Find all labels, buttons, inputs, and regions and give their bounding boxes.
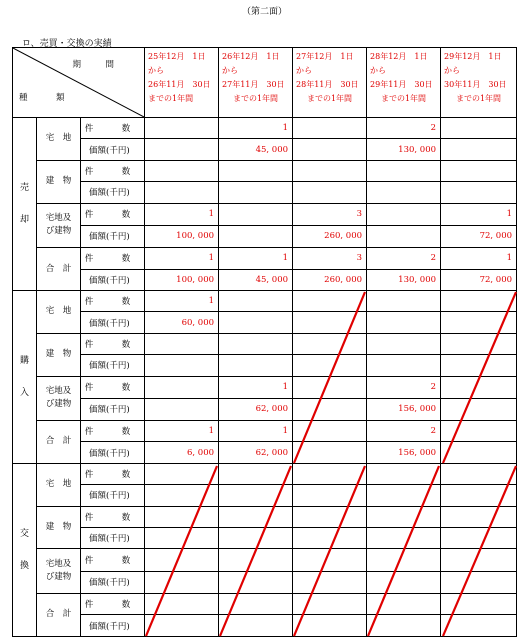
value-cell [293,398,367,420]
sub-label-text: 合 計 [45,609,72,620]
period-start: 28年12月 1日 [370,52,428,61]
metric-count: 件 数 [81,203,145,225]
metric-amount: 価額(千円) [81,355,145,376]
value-cell [441,333,517,354]
metric-count: 件 数 [81,593,145,614]
value-cell [145,160,219,181]
purchase-total-count-row [13,421,517,442]
metric-amount: 価額(千円) [81,139,145,160]
value-cell: 1 [145,421,219,442]
value-cell: 130, 000 [367,269,441,290]
section-char-2: 入 [19,387,29,398]
sub-label-text: 宅 地 [45,306,72,317]
value-cell [219,528,293,549]
metric-count: 件 数 [81,248,145,269]
value-cell [219,463,293,484]
value-cell [367,506,441,527]
value-cell [145,549,219,571]
value-cell: 1 [145,248,219,269]
sub-label-land [37,290,81,333]
metric-count: 件 数 [81,506,145,527]
value-cell [219,333,293,354]
period-start: 26年12月 1日 [222,52,280,61]
section-label-purchase [13,290,37,463]
value-cell [145,506,219,527]
value-cell: 1 [145,203,219,225]
section-label-sale [13,118,37,291]
value-cell [219,160,293,181]
value-cell [219,571,293,593]
value-cell [145,139,219,160]
value-cell [293,593,367,614]
sub-label-land [37,118,81,161]
value-cell [367,549,441,571]
purchase-bldg-count-row [13,333,517,354]
value-cell: 60, 000 [145,312,219,333]
exchange-total-amount-row [13,615,517,637]
header-type-label: 種 類 [19,93,75,103]
value-cell [219,506,293,527]
sub-label-text: 合 計 [45,263,72,274]
sub-label-text: 宅 地 [45,133,72,144]
section-char-1: 交 [19,528,29,539]
value-cell [441,615,517,637]
value-cell [441,463,517,484]
value-cell [145,355,219,376]
value-cell: 72, 000 [441,269,517,290]
period-end: 26年11月 30日 [148,80,211,89]
sub-label-text: 宅地及 [45,386,72,397]
sub-label-text: 宅 地 [45,479,72,490]
sub-label-text: 宅地及 [45,559,72,570]
purchase-both-amount-row [13,398,517,420]
sale-land-count-row [13,118,517,139]
period-header-4 [367,48,441,118]
sub-label-text: び建物 [45,399,72,410]
value-cell: 1 [219,421,293,442]
sub-label-total [37,593,81,636]
section-char-2: 換 [19,560,29,571]
value-cell [441,506,517,527]
value-cell [441,118,517,139]
metric-amount: 価額(千円) [81,615,145,637]
sub-label-land-and-building [37,549,81,593]
value-cell: 72, 000 [441,225,517,247]
exchange-bldg-count-row [13,506,517,527]
value-cell [145,615,219,637]
sub-label-land [37,463,81,506]
value-cell: 100, 000 [145,269,219,290]
section-char-1: 購 [19,355,29,366]
value-cell [367,160,441,181]
section-title: ロ、売買・交換の実績 [22,39,112,49]
value-cell [145,398,219,420]
purchase-land-count-row [13,290,517,311]
value-cell [293,290,367,311]
period-start: 27年12月 1日 [296,52,354,61]
value-cell: 1 [441,248,517,269]
value-cell: 156, 000 [367,442,441,463]
exchange-bldg-amount-row [13,528,517,549]
value-cell [367,593,441,614]
value-cell: 130, 000 [367,139,441,160]
exchange-land-amount-row [13,485,517,506]
value-cell: 100, 000 [145,225,219,247]
value-cell [441,528,517,549]
metric-count: 件 数 [81,333,145,354]
purchase-bldg-amount-row [13,355,517,376]
value-cell: 6, 000 [145,442,219,463]
value-cell [219,225,293,247]
value-cell [145,182,219,203]
value-cell: 1 [219,376,293,398]
value-cell [145,485,219,506]
metric-count: 件 数 [81,160,145,181]
sub-label-total [37,248,81,291]
value-cell: 1 [219,248,293,269]
value-cell [293,421,367,442]
value-cell: 260, 000 [293,225,367,247]
section-label-exchange [13,463,37,636]
value-cell: 62, 000 [219,442,293,463]
section-char-2: 却 [19,214,29,225]
sub-label-text: 宅地及 [45,213,72,224]
value-cell [441,139,517,160]
value-cell [367,182,441,203]
value-cell [441,442,517,463]
period-header-2 [219,48,293,118]
value-cell [219,182,293,203]
sub-label-text: 建 物 [45,176,72,187]
value-cell: 1 [441,203,517,225]
metric-amount: 価額(千円) [81,182,145,203]
purchase-land-amount-row [13,312,517,333]
value-cell [293,549,367,571]
value-cell: 45, 000 [219,269,293,290]
period-end: 29年11月 30日 [370,80,433,89]
metric-count: 件 数 [81,421,145,442]
value-cell: 2 [367,421,441,442]
value-cell [441,593,517,614]
value-cell: 45, 000 [219,139,293,160]
sub-label-building [37,160,81,203]
value-cell [441,421,517,442]
value-cell [219,312,293,333]
metric-amount: 価額(千円) [81,225,145,247]
metric-count: 件 数 [81,376,145,398]
value-cell [293,463,367,484]
metric-count: 件 数 [81,463,145,484]
value-cell [293,506,367,527]
header-period-label: 期 間 [72,60,123,70]
value-cell [145,376,219,398]
value-cell [441,549,517,571]
value-cell [219,203,293,225]
header-row [13,48,517,118]
sub-label-text: び建物 [45,226,72,237]
sale-both-amount-row [13,225,517,247]
metric-amount: 価額(千円) [81,485,145,506]
value-cell: 2 [367,248,441,269]
value-cell [367,290,441,311]
value-cell [219,549,293,571]
metric-amount: 価額(千円) [81,269,145,290]
value-cell: 1 [145,290,219,311]
period-suffix: までの1年間 [380,94,427,103]
value-cell: 1 [219,118,293,139]
value-cell: 156, 000 [367,398,441,420]
metric-count: 件 数 [81,118,145,139]
value-cell [441,160,517,181]
sub-label-text: 建 物 [45,349,72,360]
value-cell [367,312,441,333]
value-cell: 2 [367,376,441,398]
period-start: 25年12月 1日 [148,52,206,61]
value-cell [441,312,517,333]
value-cell [293,139,367,160]
period-suffix: までの1年間 [232,94,279,103]
value-cell [293,442,367,463]
value-cell [219,615,293,637]
sub-label-land-and-building [37,376,81,420]
purchase-total-amount-row [13,442,517,463]
period-header-1 [145,48,219,118]
value-cell: 260, 000 [293,269,367,290]
metric-amount: 価額(千円) [81,571,145,593]
value-cell [219,355,293,376]
metric-amount: 価額(千円) [81,312,145,333]
sub-label-land-and-building [37,203,81,247]
metric-amount: 価額(千円) [81,528,145,549]
value-cell [145,463,219,484]
value-cell: 62, 000 [219,398,293,420]
value-cell [293,160,367,181]
header-corner [13,48,145,118]
period-from: から [296,66,313,75]
value-cell [367,225,441,247]
value-cell [219,290,293,311]
sub-label-building [37,333,81,376]
period-from: から [370,66,387,75]
value-cell [293,528,367,549]
period-end: 30年11月 30日 [444,80,507,89]
value-cell: 2 [367,118,441,139]
value-cell [367,615,441,637]
period-header-5 [441,48,517,118]
value-cell [441,376,517,398]
metric-count: 件 数 [81,549,145,571]
value-cell [219,593,293,614]
sale-total-count-row [13,248,517,269]
value-cell [293,333,367,354]
value-cell [293,312,367,333]
period-from: から [444,66,461,75]
value-cell [441,485,517,506]
value-cell [219,485,293,506]
value-cell: 3 [293,248,367,269]
value-cell [441,290,517,311]
value-cell [367,203,441,225]
sale-total-amount-row [13,269,517,290]
transaction-record-table [12,47,517,637]
sale-bldg-count-row [13,160,517,181]
value-cell [293,355,367,376]
value-cell [293,485,367,506]
value-cell [293,182,367,203]
period-suffix: までの1年間 [455,94,502,103]
metric-count: 件 数 [81,290,145,311]
period-end: 28年11月 30日 [296,80,359,89]
sale-land-amount-row [13,139,517,160]
exchange-land-count-row [13,463,517,484]
sub-label-text: 合 計 [45,436,72,447]
value-cell [293,118,367,139]
value-cell [145,571,219,593]
period-suffix: までの1年間 [148,94,194,103]
value-cell [293,571,367,593]
value-cell [293,376,367,398]
value-cell [145,118,219,139]
value-cell [367,571,441,593]
sale-bldg-amount-row [13,182,517,203]
value-cell [441,398,517,420]
sub-label-total [37,421,81,464]
value-cell [367,463,441,484]
metric-amount: 価額(千円) [81,398,145,420]
purchase-both-count-row [13,376,517,398]
value-cell [145,528,219,549]
exchange-both-amount-row [13,571,517,593]
period-from: から [148,66,165,75]
metric-amount: 価額(千円) [81,442,145,463]
value-cell [367,333,441,354]
value-cell [367,528,441,549]
value-cell [145,593,219,614]
value-cell [441,355,517,376]
value-cell [367,485,441,506]
period-end: 27年11月 30日 [222,80,285,89]
sale-both-count-row [13,203,517,225]
period-start: 29年12月 1日 [444,52,502,61]
value-cell [367,355,441,376]
value-cell [293,615,367,637]
sub-label-text: び建物 [45,572,72,583]
sub-label-building [37,506,81,549]
value-cell [441,182,517,203]
sub-label-text: 建 物 [45,522,72,533]
page-label: （第二面） [241,7,287,17]
section-char-1: 売 [19,182,29,193]
value-cell [441,571,517,593]
exchange-total-count-row [13,593,517,614]
value-cell [145,333,219,354]
value-cell: 3 [293,203,367,225]
period-suffix: までの1年間 [306,94,353,103]
period-header-3 [293,48,367,118]
period-from: から [222,66,239,75]
exchange-both-count-row [13,549,517,571]
